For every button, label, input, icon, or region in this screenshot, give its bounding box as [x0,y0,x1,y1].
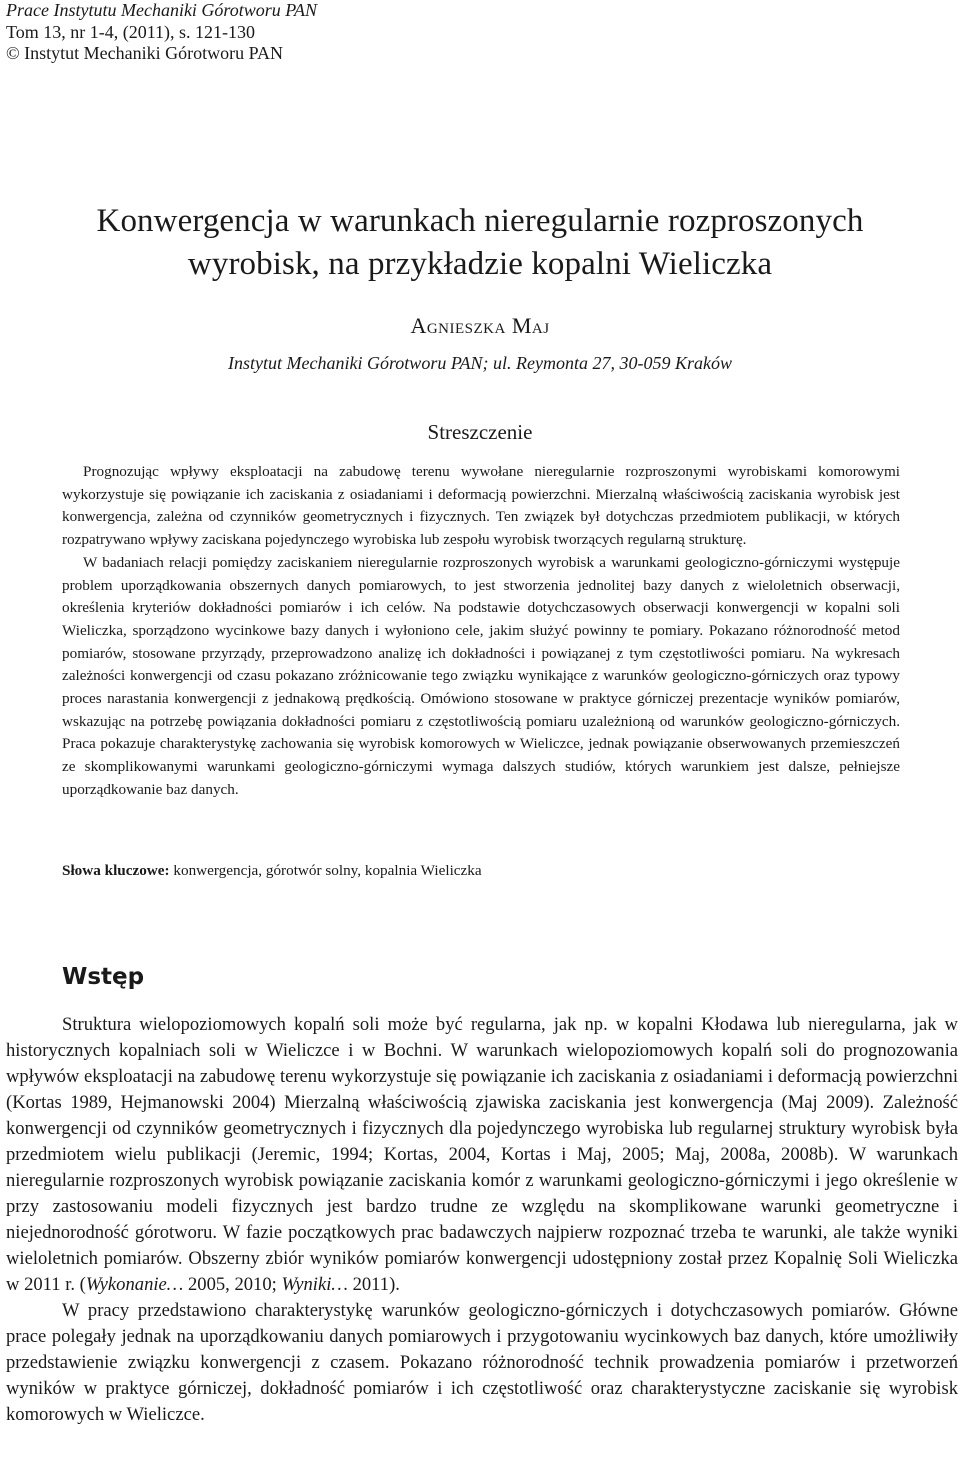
abstract-paragraph-2: W badaniach relacji pomiędzy zaciskaniem nieregularnie rozproszonych wyrobisk a warunkami geologiczno-górniczymi występuje problem uporządkowania obszernych danych pomiarowych, to jest stworzenia jednolitej bazy danych z wieloletnich obserwacji, określenia kryteriów dokładności pomiarów i ich celów. Na podstawie dotychczasowych obserwacji konwergencji w kopalni soli Wieliczka, sporządzono wycinkowe bazy danych i wyłoniono cele, jakim służyć powinny te pomiary. Pokazano różnorodność metod pomiarów, stosowane przyrządy, przeprowadzono analizę ich dokładności i powiązanej z tym częstotliwości pomiaru. Na wykresach zależności konwergencji od czasu pokazano zróżnicowanie tego związku wynikające z warunków geologiczno-górniczych oraz typowy proces narastania konwergencji z jednakową prędkością. Omówiono stosowane w praktyce górniczej prezentacje wyników pomiarów, wskazując na potrzebę powiązania dokładności pomiaru z częstotliwością pomiaru uzależnioną od warunków geologiczno-górniczych. Praca pokazuje charakterystykę zachowania się wyrobisk komorowych w Wieliczce, jednak powiązanie obserwowanych przemieszczeń ze skomplikowanymi warunkami geologiczno-górniczymi wymaga dalszych studiów, których warunkiem jest dalsze, pełniejsze uporządkowanie baz danych. [62,553,900,798]
body-paragraph-1-text-c: 2011). [347,1274,400,1295]
keywords [62,862,900,880]
paper-title-line-1: Konwergencja w warunkach nieregularnie rozproszonych [96,203,864,239]
abstract-paragraph-1: Prognozując wpływy eksploatacji na zabudowę terenu wywołane nieregularnie rozproszonymi wyrobiskami komorowymi wykorzystuje się powiązanie ich zaciskania z osiadaniami i deformacją powierzchni. Mierzalną właściwością zaciskania wyrobisk jest konwergencja, zależna od czynników geometrycznych i fizycznych. Ten związek był dotychczas przedmiotem publikacji, w których rozpatrywano wpływy zaciskana pojedynczego wyrobiska lub zespołu wyrobisk tworzących regularną strukturę. [62,463,900,549]
journal-volume: Tom 13, nr 1-4, (2011), s. 121-130 [6,21,256,42]
body-paragraph-1-text-b: 2005, 2010; [183,1274,282,1295]
section-heading-introduction: Wstęp [62,964,145,990]
paper-title-line-2: wyrobisk, na przykładzie kopalni Wieliczka [187,246,773,282]
author-affiliation: Instytut Mechaniki Górotworu PAN; ul. Reymonta 27, 30-059 Kraków [228,353,732,373]
body-paragraph-1 [6,1012,958,1298]
paper-title [0,200,960,286]
citation-wykonanie: Wykonanie… [85,1274,184,1295]
author-name: Agnieszka Maj [410,313,550,338]
journal-header [6,0,317,65]
keywords-text: konwergencja, górotwór solny, kopalnia Wieliczka [173,862,482,879]
abstract-heading: Streszczenie [427,420,533,444]
journal-copyright: © Instytut Mechaniki Górotworu PAN [6,43,283,63]
keywords-label: Słowa kluczowe: [62,862,170,879]
section-body [6,1012,958,1428]
journal-name: Prace Instytutu Mechaniki Górotworu PAN [6,0,317,20]
body-paragraph-1-text-a: Struktura wielopoziomowych kopalń soli może być regularna, jak np. w kopalni Kłodawa lub nieregularna, jak w historycznych kopalniach soli w Wieliczce i w Bochni. W warunkach wielopoziomowych kopalń soli do prognozowania wpływów eksploatacji na zabudowę terenu wykorzystuje się powiązanie ich zaciskania z osiadaniami i deformacją powierzchni (Kortas 1989, Hejmanowski 2004) Mierzalną właściwością zjawiska zaciskania jest konwergencja (Maj 2009). Zależność konwergencji od czynników geometrycznych i fizycznych dla pojedynczego wyrobiska lub regularnej struktury wyrobisk była przedmiotem wielu publikacji (Jeremic, 1994; Kortas, 2004, Kortas i Maj, 2005; Maj, 2008a, 2008b). W warunkach nieregularnie rozproszonych wyrobisk powiązanie zaciskania komór z warunkami geologiczno-górniczymi i jego określenie w przy zastosowaniu modeli fizycznych jest bardzo trudne ze względu na skomplikowane warunki geometryczne i niejednorodność górotworu. W fazie początkowych prac badawczych najpierw rozpoznać trzeba te warunki, ale także wyniki wieloletnich pomiarów. Obszerny zbiór wyników pomiarów konwergencji udostępniony został przez Kopalnię Soli Wieliczka w 2011 r. ( [6,1014,958,1295]
body-paragraph-2: W pracy przedstawiono charakterystykę warunków geologiczno-górniczych i dotychczasowych pomiarów. Główne prace polegały jednak na uporządkowaniu danych pomiarowych i przygotowaniu wycinkowych baz danych, które umożliwiły przedstawienie związku konwergencji z czasem. Pokazano różnorodność technik prowadzenia pomiarów i przetworzeń wyników w praktyce górniczej, dokładność pomiarów i ich częstotliwość oraz charakterystyczne zaciskanie się wyrobisk komorowych w Wieliczce. [6,1300,958,1425]
citation-wyniki: Wyniki… [281,1274,348,1295]
abstract [62,461,900,802]
